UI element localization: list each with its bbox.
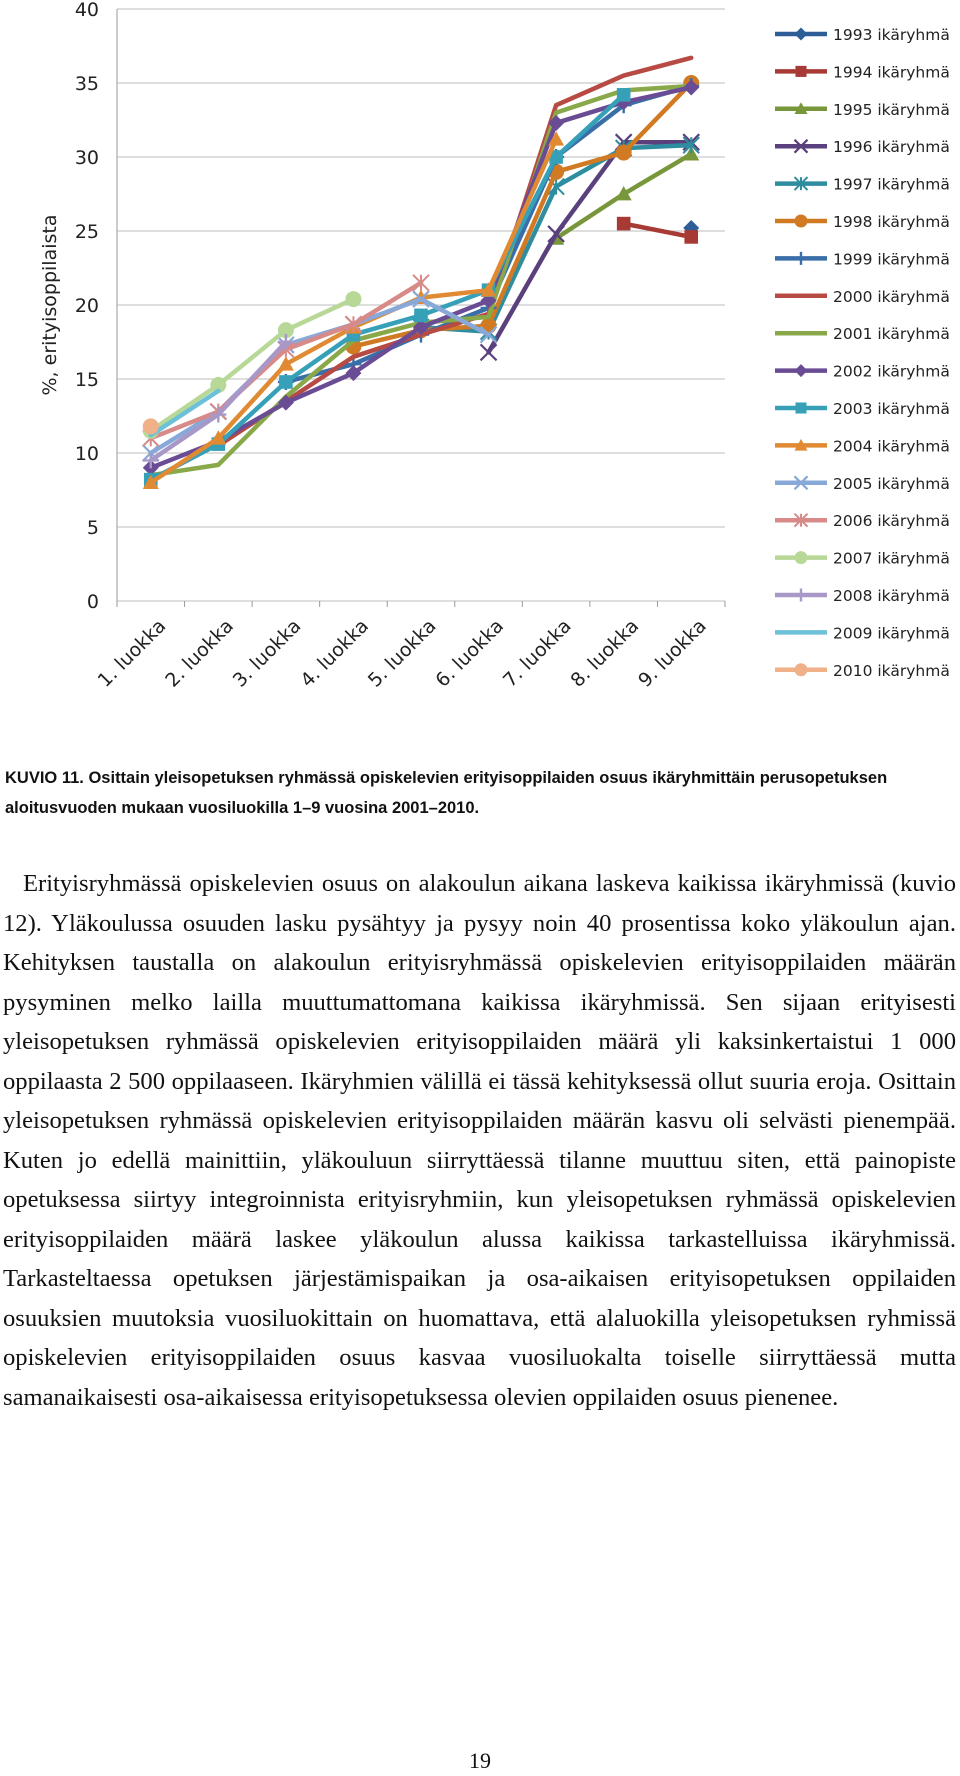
y-tick-label: 35 xyxy=(74,73,99,95)
legend-item xyxy=(775,138,950,156)
data-point xyxy=(279,375,293,389)
x-tick-label: 7. luokka xyxy=(498,614,576,692)
series-line xyxy=(151,391,219,435)
data-point xyxy=(622,74,625,77)
data-point xyxy=(616,145,632,161)
legend-label: 2007 ikäryhmä xyxy=(833,549,950,568)
legend-item xyxy=(775,325,950,343)
legend-label: 2008 ikäryhmä xyxy=(833,587,950,605)
data-point xyxy=(690,56,693,59)
y-tick-label: 5 xyxy=(86,517,99,539)
data-point xyxy=(143,418,159,434)
legend-swatch-marker xyxy=(795,215,808,228)
legend-label: 1996 ikäryhmä xyxy=(833,138,950,157)
x-tick-label: 2. luokka xyxy=(161,614,238,692)
legend-item xyxy=(775,662,950,680)
legend-label: 2001 ikäryhmä xyxy=(833,325,950,344)
x-tick-label: 8. luokka xyxy=(566,614,644,692)
x-tick-label: 4. luokka xyxy=(296,614,373,692)
y-tick-label: 0 xyxy=(86,591,99,613)
caption-text: Osittain yleisopetuksen ryhmässä opiskelevien erityisoppilaiden osuus ikäryhmittäin perusopetuksen aloitusvuoden mukaan vuosiluokilla 1–9 vuosina 2001–2010. xyxy=(5,769,888,817)
y-tick-label: 15 xyxy=(74,369,99,391)
data-point xyxy=(617,88,631,102)
legend-item xyxy=(775,587,950,605)
legend-label: 1995 ikäryhmä xyxy=(833,100,950,119)
data-point xyxy=(217,463,220,466)
y-axis-ticks xyxy=(75,0,99,613)
legend-label: 2005 ikäryhmä xyxy=(833,474,950,493)
legend-label: 2003 ikäryhmä xyxy=(833,400,950,418)
y-axis-title: %, erityisoppilaista xyxy=(39,214,61,396)
series-2010 xyxy=(143,418,159,434)
figure-caption xyxy=(5,763,955,823)
data-point xyxy=(487,315,490,318)
x-tick-label: 5. luokka xyxy=(363,614,441,692)
legend-swatch-marker xyxy=(795,66,806,77)
page-number: 19 xyxy=(469,1748,491,1773)
legend-label: 1994 ikäryhmä xyxy=(833,63,950,82)
chart-legend xyxy=(775,26,950,680)
legend-item xyxy=(775,250,950,268)
legend-label: 1997 ikäryhmä xyxy=(833,175,950,194)
legend-swatch-marker xyxy=(795,364,808,377)
legend-item xyxy=(775,512,950,530)
legend-swatch-marker xyxy=(795,252,808,265)
legend-label: 1993 ikäryhmä xyxy=(833,26,950,44)
legend-label: 1998 ikäryhmä xyxy=(833,213,950,231)
data-point xyxy=(352,355,355,358)
y-tick-label: 10 xyxy=(74,443,99,465)
legend-item xyxy=(775,624,950,642)
legend-swatch-marker xyxy=(795,28,808,41)
legend-item xyxy=(775,475,950,493)
line-chart xyxy=(0,0,960,730)
data-point xyxy=(414,309,428,323)
legend-label: 2009 ikäryhmä xyxy=(833,624,950,643)
data-point xyxy=(617,217,631,231)
data-point xyxy=(217,389,220,392)
legend-label: 2006 ikäryhmä xyxy=(833,512,950,531)
legend-label: 2004 ikäryhmä xyxy=(833,437,950,456)
legend-label: 1999 ikäryhmä xyxy=(833,250,950,269)
y-tick-label: 25 xyxy=(74,221,99,243)
legend-swatch-marker xyxy=(795,589,808,602)
data-point xyxy=(345,291,361,307)
x-tick-label: 9. luokka xyxy=(634,614,711,692)
body-paragraph: Erityisryhmässä opiskelevien osuus on alakoulun aikana laskeva kaikissa ikäryhmissä (kuvio 12). Yläkoulussa osuuden lasku pysähtyy ja pysyy noin 40 prosentissa koko yläkoulun ajan. Kehityksen taustalla on alakoulun erityisryhmässä opiskelevien erityisoppilaiden määrän pysyminen melko lailla muuttumattomana kaikissa ikäryhmissä. Sen sijaan erityisesti yleisopetuksen ryhmässä opiskelevien erityisoppilaiden määrä yli kaksinkertaistui 1 000 oppilaasta 2 500 oppilaaseen. Ikäryhmien välillä ei tässä kehityksessä ollut suuria eroja. Osittain yleisopetuksen ryhmässä opiskelevien erityisoppilaiden määrän kasvu oli selvästi pienempää. Kuten jo edellä mainittiin, yläkouluun siirryttäessä tilanne muuttuu siten, että painopiste opetuksessa siirtyy integroinnista erityisryhmiin, kun yleisopetuksen ryhmässä opiskelevien erityisoppilaiden määrä laskee yläkoulun alussa kaikissa tarkastelluissa ikäryhmissä. Tarkasteltaessa opetuksen järjestämispaikan ja osa-aikaisen erityisopetuksen oppilaiden osuuksien muutoksia vuosiluokittain on huomattava, että alaluokilla yleisopetuksen ryhmissä opiskelevien erityisoppilaiden osuus kasvaa vuosiluokalta toiselle siirryttäessä mutta samanaikaisesti osa-aikaisessa erityisopetuksessa olevien oppilaiden osuus pienenee. xyxy=(3,870,956,1411)
legend-label: 2010 ikäryhmä xyxy=(833,661,950,680)
legend-item xyxy=(775,176,950,194)
data-point xyxy=(684,230,698,244)
legend-item xyxy=(775,363,950,381)
legend-label: 2000 ikäryhmä xyxy=(833,287,950,306)
chart-series xyxy=(143,56,699,489)
legend-label: 2002 ikäryhmä xyxy=(833,362,950,381)
data-point xyxy=(555,104,558,107)
y-tick-label: 40 xyxy=(74,0,99,21)
x-tick-label: 3. luokka xyxy=(228,614,306,692)
caption-label: KUVIO 11. xyxy=(5,769,84,787)
legend-item xyxy=(775,101,950,119)
y-tick-label: 30 xyxy=(74,147,99,169)
legend-item xyxy=(775,213,950,231)
legend-swatch-marker xyxy=(795,402,806,413)
x-tick-label: 6. luokka xyxy=(431,614,509,692)
data-point xyxy=(481,344,497,360)
legend-item xyxy=(775,437,950,455)
legend-item xyxy=(775,550,950,568)
series-1994 xyxy=(617,217,698,244)
legend-item xyxy=(775,26,950,44)
legend-swatch-marker xyxy=(795,663,808,676)
data-point xyxy=(555,111,558,114)
x-axis-ticks xyxy=(94,615,711,692)
legend-swatch-marker xyxy=(795,551,808,564)
series-line xyxy=(624,224,692,237)
legend-item xyxy=(775,400,950,418)
y-tick-label: 20 xyxy=(74,295,99,317)
legend-item xyxy=(775,63,950,81)
data-point xyxy=(413,275,429,291)
x-tick-label: 1. luokka xyxy=(93,614,171,692)
legend-item xyxy=(775,288,950,306)
series-2003 xyxy=(144,88,630,486)
